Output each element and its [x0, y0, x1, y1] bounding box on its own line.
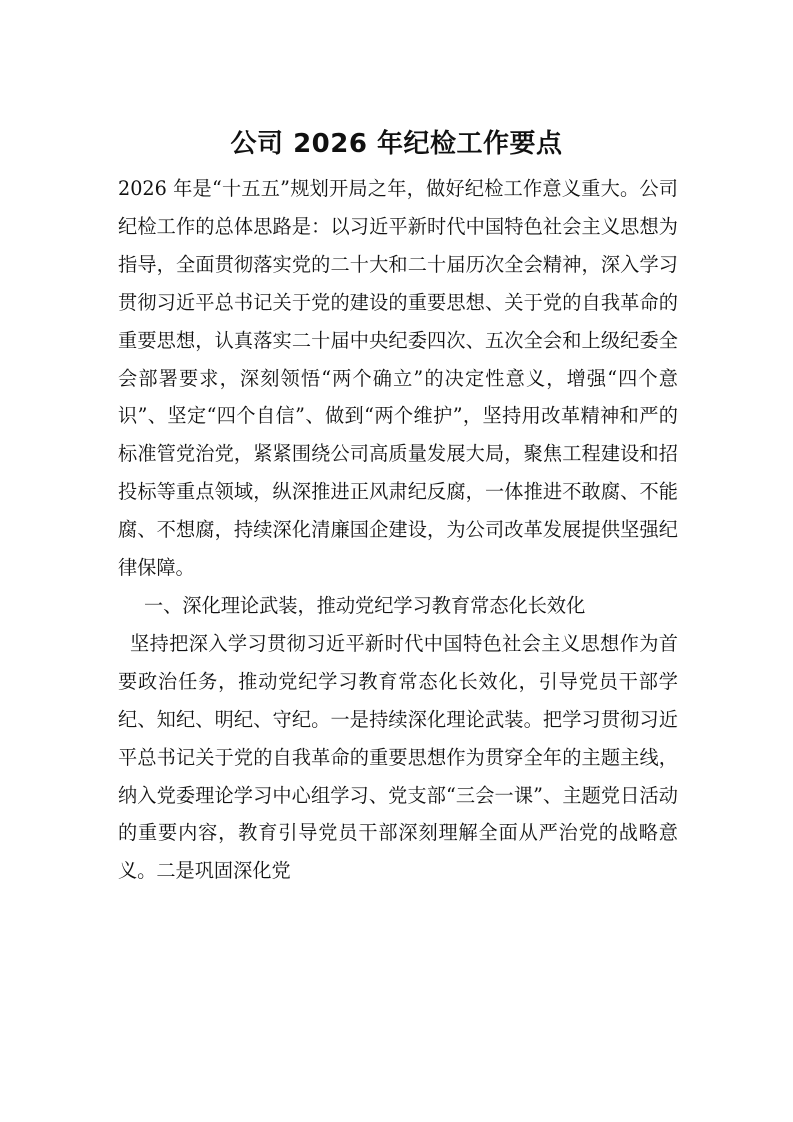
section-heading: 一、深化理论武装，推动党纪学习教育常态化长效化: [144, 593, 586, 617]
document-title: 公司 2026 年纪检工作要点: [230, 129, 563, 159]
document-body: [118, 170, 678, 890]
section-paragraph: 坚持把深入学习贯彻习近平新时代中国特色社会主义思想作为首要政治任务，推动党纪学习教育常态化长效化，引导党员干部学纪、知纪、明纪、守纪。一是持续深化理论武装。把学习贯彻习近平总书记关于党的自我革命的重要思想作为贯穿全年的主题主线，纳入党委理论学习中心组学习、党支部“三会一课”、主题党日活动的重要内容，教育引导党员干部深刻理解全面从严治党的战略意义。二是巩固深化党: [118, 631, 678, 883]
intro-paragraph: 2026 年是“十五五”规划开局之年，做好纪检工作意义重大。公司纪检工作的总体思路是：以习近平新时代中国特色社会主义思想为指导，全面贯彻落实党的二十大和二十届历次全会精神，深入学习贯彻习近平总书记关于党的建设的重要思想、关于党的自我革命的重要思想，认真落实二十届中央纪委四次、五次全会和上级纪委全会部署要求，深刻领悟“两个确立”的决定性意义，增强“四个意识”、坚定“四个自信”、做到“两个维护”，坚持用改革精神和严的标准管党治党，紧紧围绕公司高质量发展大局，聚焦工程建设和招投标等重点领域，纵深推进正风肃纪反腐，一体推进不敢腐、不能腐、不想腐，持续深化清廉国企建设，为公司改革发展提供坚强纪律保障。: [118, 177, 678, 580]
